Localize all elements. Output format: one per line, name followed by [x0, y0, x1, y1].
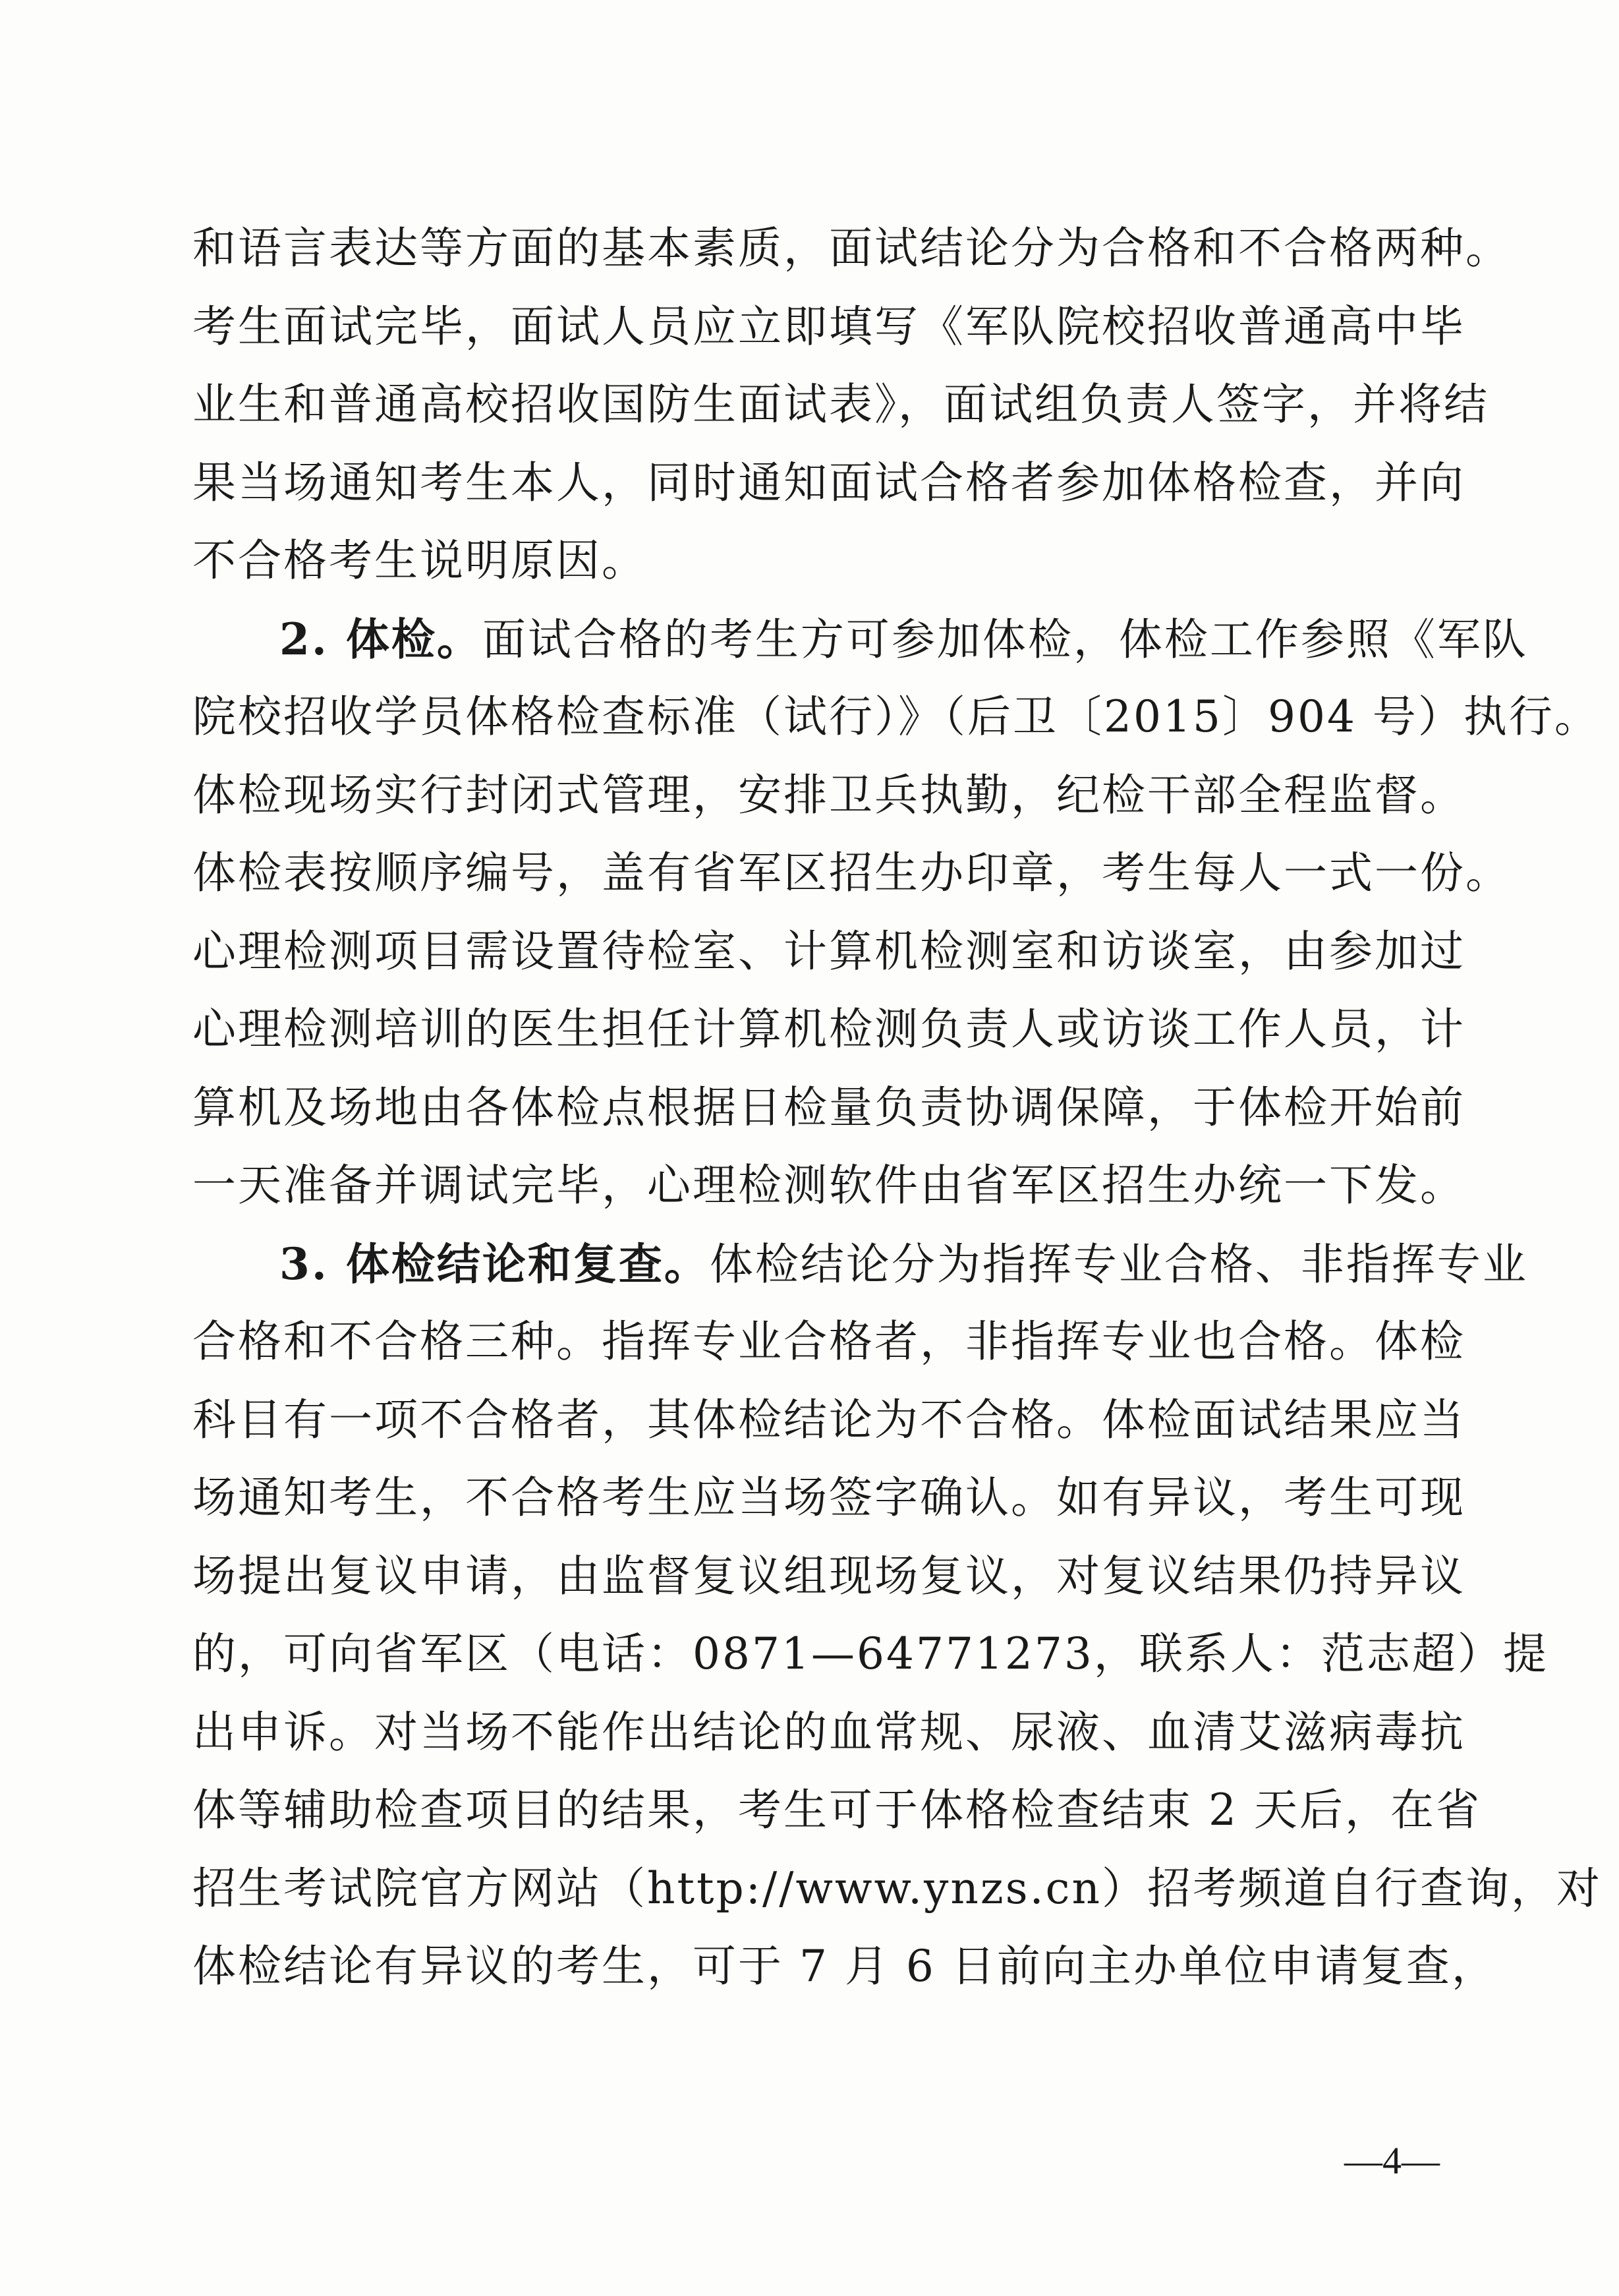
- text-line: 体检表按顺序编号，盖有省军区招生办印章，考生每人一式一份。: [192, 847, 1511, 898]
- text-line: 科目有一项不合格者，其体检结论为不合格。体检面试结果应当: [192, 1394, 1465, 1445]
- text-line: 出申诉。对当场不能作出结论的血常规、尿液、血清艾滋病毒抗: [192, 1706, 1465, 1758]
- text-line: 招生考试院官方网站（http://www.ynzs.cn）招考频道自行查询，对: [192, 1862, 1603, 1914]
- text-line: 的，可向省军区（电话：0871—64771273，联系人：范志超）提: [192, 1628, 1548, 1679]
- text-line: 院校招收学员体格检查标准（试行）》（后卫〔2015〕904 号）执行。: [192, 691, 1600, 742]
- text-line: 场提出复议申请，由监督复议组现场复议，对复议结果仍持异议: [192, 1550, 1465, 1601]
- text-line: 考生面试完毕，面试人员应立即填写《军队院校招收普通高中毕: [192, 301, 1465, 352]
- text-line: 业生和普通高校招收国防生面试表》，面试组负责人签字，并将结: [192, 379, 1489, 430]
- text-line: 果当场通知考生本人，同时通知面试合格者参加体格检查，并向: [192, 457, 1465, 508]
- text-line: 体检结论有异议的考生，可于 7 月 6 日前向主办单位申请复查，: [192, 1941, 1497, 1992]
- text-line: 心理检测培训的医生担任计算机检测负责人或访谈工作人员，计: [192, 1004, 1465, 1054]
- text-line: 3. 体检结论和复查。体检结论分为指挥专业合格、非指挥专业: [279, 1238, 1528, 1290]
- text-line: 场通知考生，不合格考生应当场签字确认。如有异议，考生可现: [192, 1472, 1465, 1523]
- text-line: 和语言表达等方面的基本素质，面试结论分为合格和不合格两种。: [192, 223, 1511, 273]
- text-line: 不合格考生说明原因。: [192, 535, 647, 586]
- text-line: 体等辅助检查项目的结果，考生可于体格检查结束 2 天后，在省: [192, 1785, 1481, 1835]
- text-line: 一天准备并调试完毕，心理检测软件由省军区招生办统一下发。: [192, 1160, 1465, 1211]
- text-line: 2. 体检。面试合格的考生方可参加体检，体检工作参照《军队: [279, 613, 1528, 665]
- section-heading: 2. 体检。: [279, 613, 482, 665]
- body-text: [192, 210, 1603, 2006]
- page-number: —4—: [1344, 2139, 1440, 2182]
- text-line: 体检现场实行封闭式管理，安排卫兵执勤，纪检干部全程监督。: [192, 769, 1465, 820]
- text-line: 合格和不合格三种。指挥专业合格者，非指挥专业也合格。体检: [192, 1316, 1465, 1367]
- text-line: 心理检测项目需设置待检室、计算机检测室和访谈室，由参加过: [192, 925, 1465, 977]
- section-heading: 3. 体检结论和复查。: [279, 1238, 710, 1290]
- text-line: 算机及场地由各体检点根据日检量负责协调保障，于体检开始前: [192, 1081, 1465, 1133]
